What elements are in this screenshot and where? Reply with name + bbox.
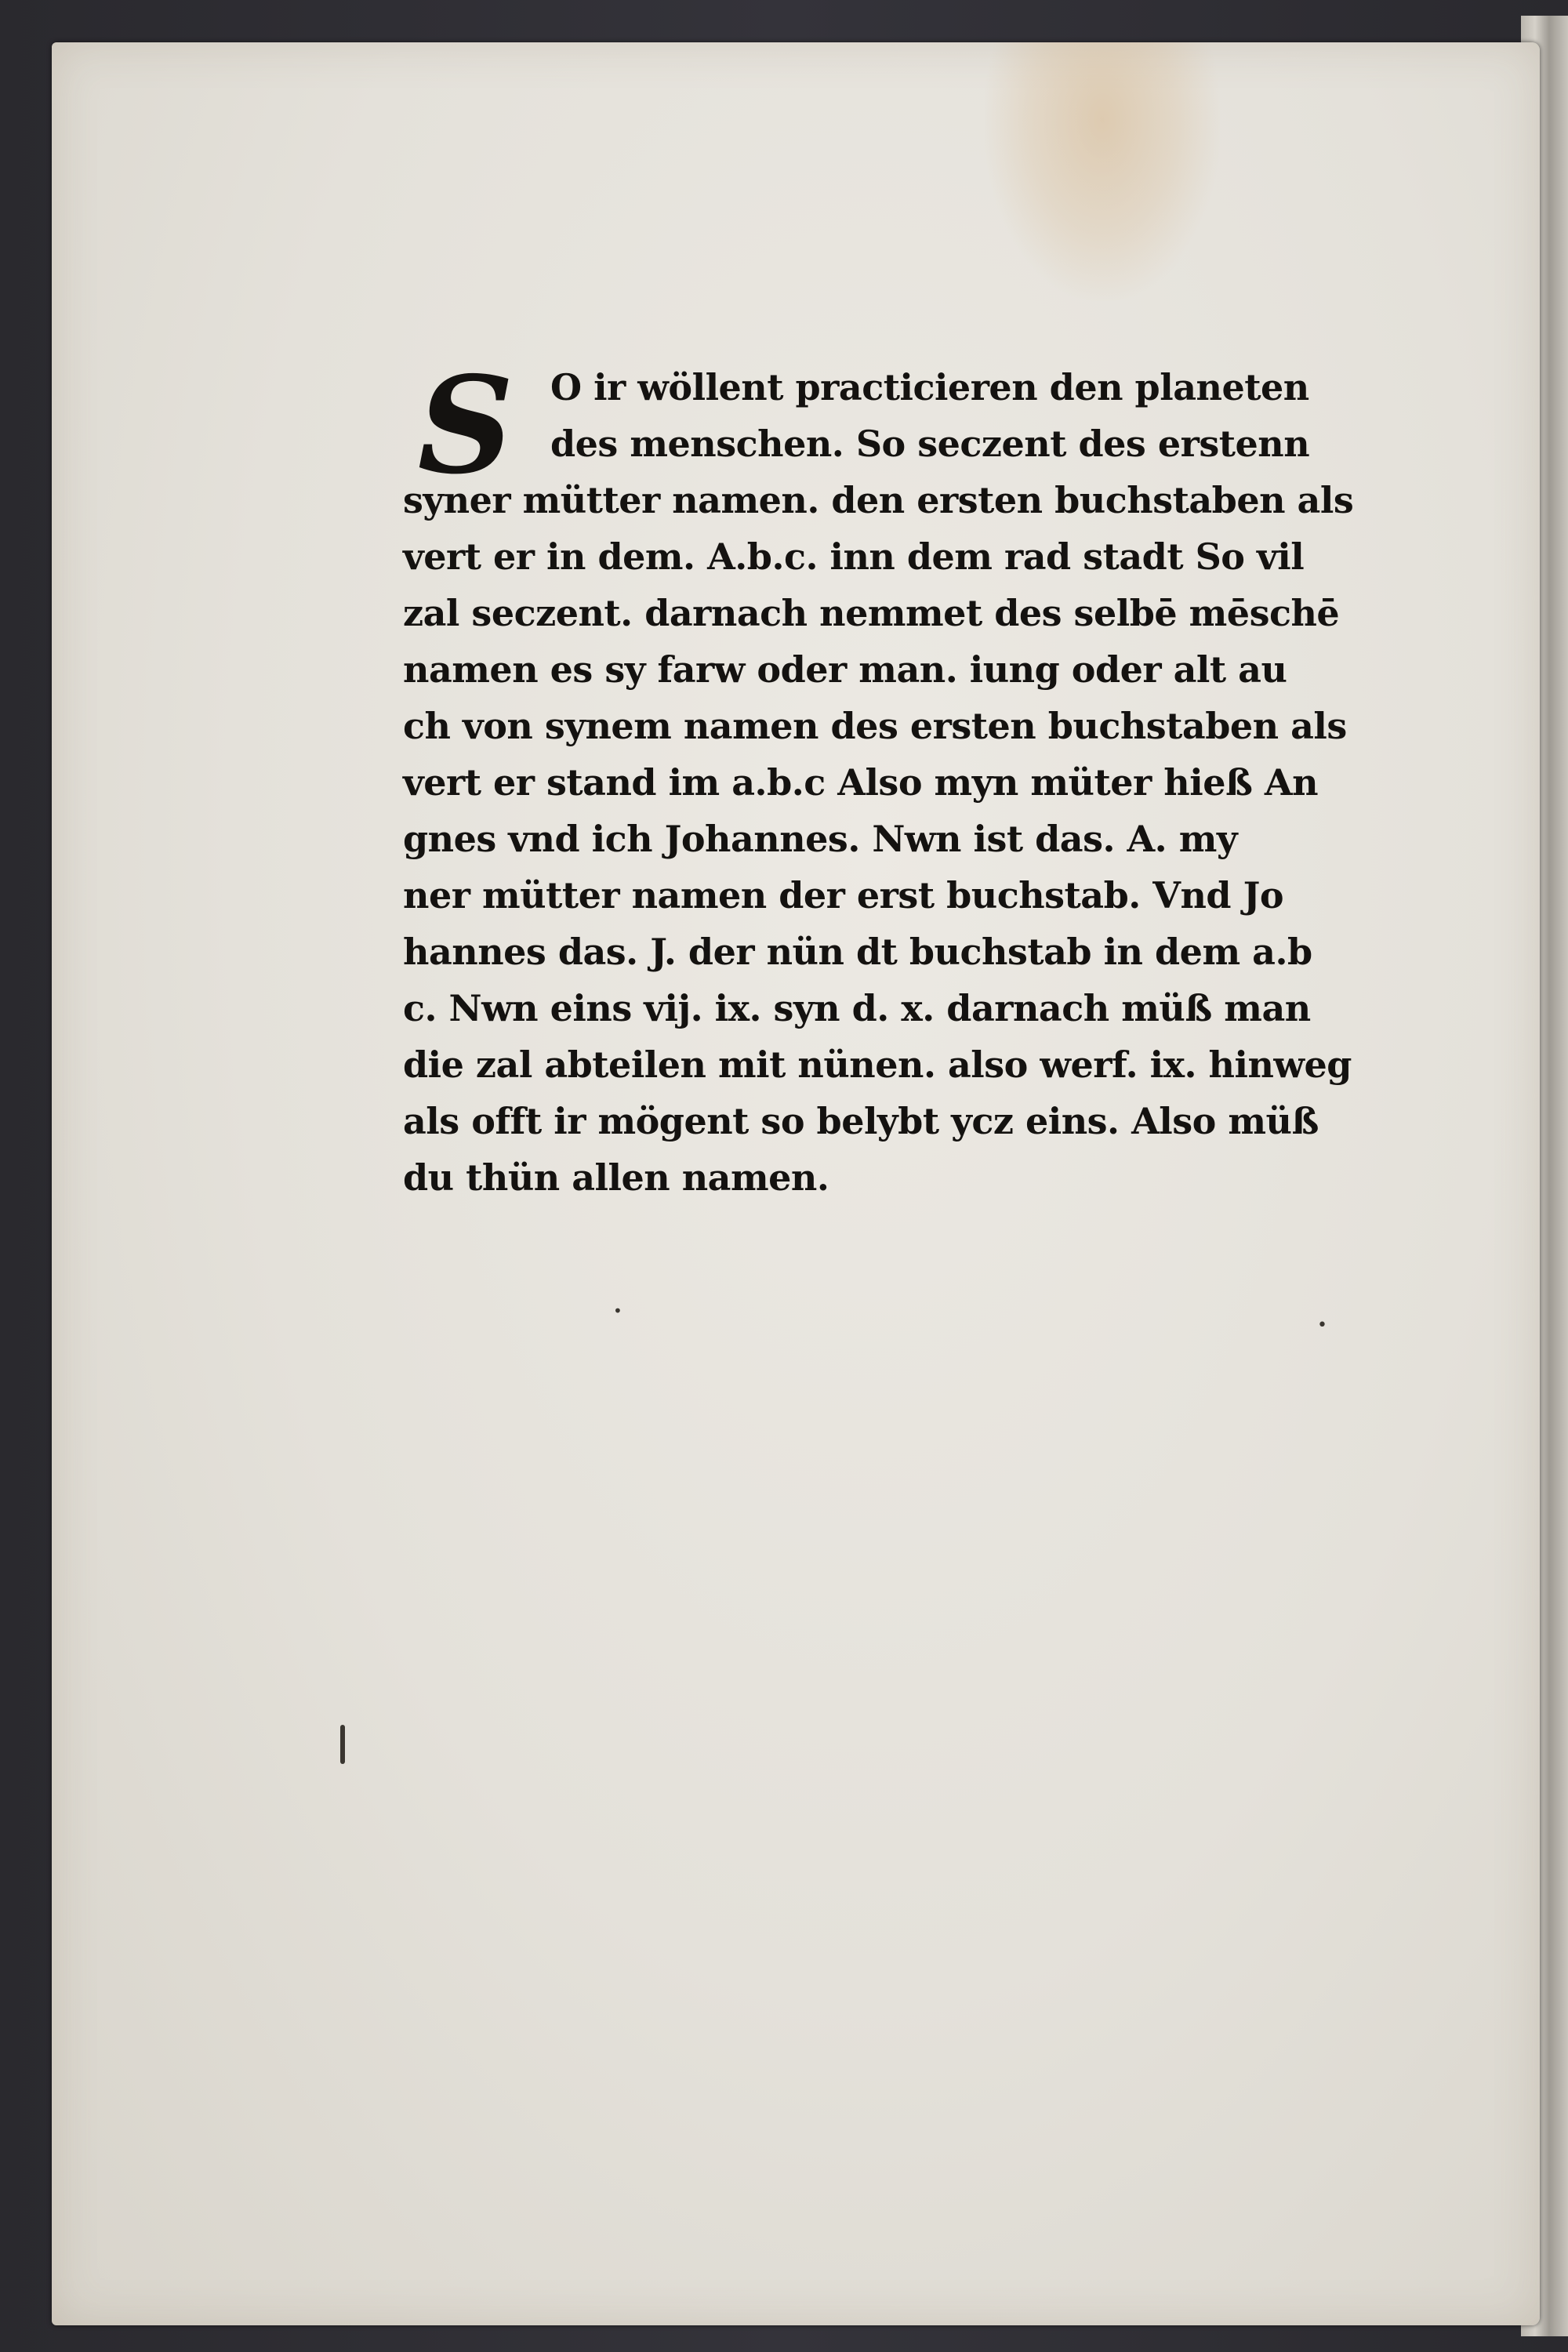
text-block xyxy=(403,347,1391,1206)
text-line-8: vert er stand im a.b.c Also myn müter hieß An xyxy=(403,761,1319,804)
water-stain xyxy=(985,42,1220,301)
text-line-15: du thün allen namen. xyxy=(403,1156,829,1199)
ink-speck: • xyxy=(613,1301,622,1320)
ink-speck: • xyxy=(1317,1316,1327,1335)
text-line-4: vert er in dem. A.b.c. inn dem rad stadt So vil xyxy=(403,535,1305,578)
text-line-13: die zal abteilen mit nünen. also werf. ix. hinweg xyxy=(403,1044,1352,1086)
text-line-14: als offt ir mögent so belybt ycz eins. Also müß xyxy=(403,1100,1319,1142)
text-line-7: ch von synem namen des ersten buchstaben als xyxy=(403,705,1347,747)
ink-speck xyxy=(340,1725,345,1764)
text-line-6: namen es sy farw oder man. iung oder alt au xyxy=(403,648,1287,691)
text-line-10: ner mütter namen der erst buchstab. Vnd Jo xyxy=(403,874,1284,916)
decorated-initial: S xyxy=(417,347,514,504)
text-line-12: c. Nwn eins vij. ix. syn d. x. darnach müß man xyxy=(403,987,1311,1029)
text-line-9: gnes vnd ich Johannes. Nwn ist das. A. my xyxy=(403,818,1238,860)
text-line-5: zal seczent. darnach nemmet des selbē mēschē xyxy=(403,592,1340,634)
paper-page xyxy=(52,42,1540,2325)
text-line-11: hannes das. J. der nün dt buchstab in dem a.b xyxy=(403,931,1312,973)
text-line-2: des menschen. So seczent des erstenn xyxy=(550,423,1310,465)
text-line-3: syner mütter namen. den ersten buchstaben als xyxy=(403,479,1354,521)
text-line-1: O ir wöllent practicieren den planeten xyxy=(550,366,1309,408)
